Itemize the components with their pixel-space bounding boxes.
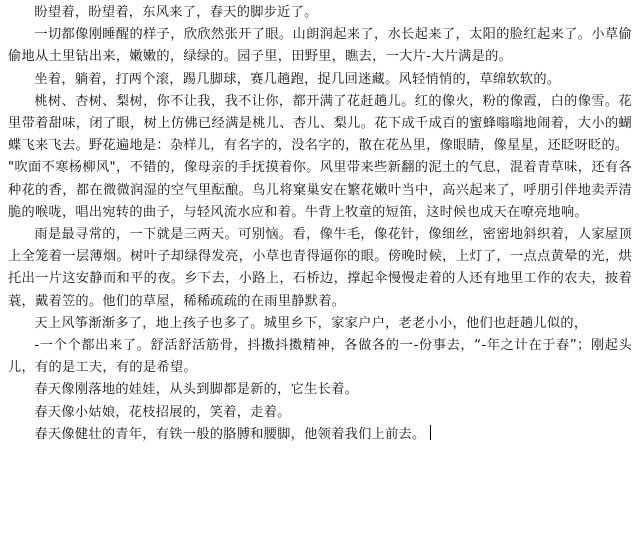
paragraph-10: 春天像小姑娘，花枝招展的，笑着，走着。 bbox=[34, 404, 291, 420]
paragraph-6: 雨是最寻常的，一下就是三两天。可别恼。看，像牛毛，像花针，像细丝，密密地斜织着，人家屋顶上全笼着一层薄烟。树叶子却绿得发亮，小草也青得逼你的眼。傍晚时候，上灯了，一点点黄晕的光，烘托出一片这安静而和平的夜。乡下去，小路上，石桥边，撑起伞慢慢走着的人还有地里工作的农夫，披着蓑，戴着笠的。他们的草屋，稀稀疏疏的在雨里静默着。 bbox=[8, 227, 632, 309]
paragraph-4: 桃树、杏树、梨树，你不让我，我不让你，都开满了花赶趟儿。红的像火，粉的像霞，白的像雪。花里带着甜味，闭了眼，树上仿佛已经满是桃儿、杏儿、梨儿。花下成千成百的蜜蜂嗡嗡地闹着，大小的蝴蝶飞来飞去。野花遍地是：杂样儿，有名字的，没名字的，散在花丛里，像眼睛，像星星，还眨呀眨的。 bbox=[8, 93, 632, 154]
document-body[interactable] bbox=[8, 2, 632, 446]
paragraph-11 bbox=[8, 424, 632, 446]
text-cursor bbox=[430, 425, 431, 440]
paragraph-11-text: 春天像健壮的青年，有铁一般的胳膊和腰脚，他领着我们上前去。 bbox=[34, 426, 426, 442]
paragraph-9: 春天像刚落地的娃娃，从头到脚都是新的，它生长着。 bbox=[34, 382, 359, 398]
paragraph-7: 天上风筝渐渐多了，地上孩子也多了。城里乡下，家家户户，老老小小，他们也赶趟儿似的， bbox=[34, 315, 588, 331]
paragraph-1: 盼望着，盼望着，东风来了，春天的脚步近了。 bbox=[34, 5, 318, 20]
paragraph-3: 坐着，躺着，打两个滚，踢几脚球，赛几趟跑，捉几回迷藏。风轻悄悄的，草绵软软的。 bbox=[34, 71, 561, 87]
paragraph-5: "吹面不寒杨柳风"，不错的，像母亲的手抚摸着你。风里带来些新翻的泥土的气息，混着青草味，还有各种花的香，都在微微润湿的空气里酝酿。鸟儿将窠巢安在繁花嫩叶当中，高兴起来了，呼朋引伴地卖弄清脆的喉咙，唱出宛转的曲子，与轻风流水应和着。牛背上牧童的短笛，这时候也成天在嘹亮地响。 bbox=[8, 160, 632, 220]
paragraph-8: -一个个都出来了。舒活舒活筋骨，抖擞抖擞精神，各做各的一-份事去，“-年之计在于春”；刚起头儿，有的是工夫，有的是希望。 bbox=[8, 338, 632, 376]
paragraph-2: 一切都像刚睡醒的样子，欣欣然张开了眼。山朗润起来了，水长起来了，太阳的脸红起来了。小草偷偷地从土里钻出来，嫩嫩的，绿绿的。园子里，田野里，瞧去，一大片-大片满是的。 bbox=[8, 27, 632, 65]
